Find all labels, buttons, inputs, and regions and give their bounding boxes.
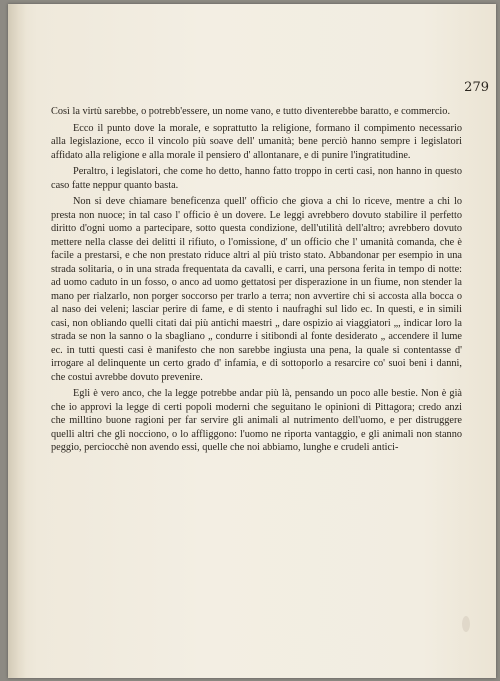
paragraph-3: Peraltro, i legislatori, che come ho detto, hanno fatto troppo in certi casi, non hanno in questo caso fatte neppur quanto basta. — [51, 166, 462, 191]
paper-stain — [462, 616, 470, 632]
book-page — [8, 4, 496, 678]
paragraph-4: Non si deve chiamare beneficenza quell' officio che giova a chi lo riceve, mentre a chi lo presta non nuoce; in tal caso l' officio è un dovere. Le leggi avrebbero dovuto stabilire il perfetto diritto d'ogni uomo a partecipare, sotto questa condizione, dell'utilità dell'altro; avrebbero dovuto mettere nella classe dei delitti il rifiuto, o l'omissione, d' un officio che l' umanità comanda, che è facile a prestarsi, e che non prestato riduce altri al più tristo stato. Abbandonar per esempio in una strada solitaria, o in una strada frequentata da cavalli, e carri, una persona ferita in tempo di notte: ad uomo caduto in un fosso, o anco ad uomo gettatosi per disperazione in un fiume, non stender la mano per rialzarlo, non porger soccorso per trarlo a terra; non avvertire chi si accosta alla bocca o al naso dei veleni; lasciar perire di fame, e di stento i naufraghi sul lido ec. In questi, e in simili casi, non obliando quelli citati dai più antichi maestri „ dare ospizio ai viaggiatori „, indicar loro la strada se non la sanno o la sbagliano „ condurre i sitibondi al fonte desiderato „ accendere il lume ec. in tutti questi casi è manifesto che non sarebbe ingiusta una pena, la quale si contentasse d' irrogare al delinquente un certo grado d' infamia, e di sottoporlo a resarcire co' suoi beni i danni, che costui avrebbe dovuto prevenire. — [51, 196, 462, 383]
paragraph-2: Ecco il punto dove la morale, e soprattutto la religione, formano il compimento necessario alla legislazione, ecco il vincolo più soave dell' umanità; bene perciò hanno sempre i legislatori affidato alla religione e alla morale il pensiero d' allontanare, e di punire l'ingratitudine. — [51, 122, 462, 161]
body-text — [51, 105, 462, 458]
paragraph-5: Egli è vero anco, che la legge potrebbe andar più là, pensando un poco alle bestie. Non è già che io approvi la legge di certi popoli moderni che seguitano le opinioni di Pittagora; credo anzi che milltino buone ragioni per far servire gli animali al nutrimento dell'uomo, e per distruggere quelli altri che gli nocciono, o lo affliggono: l'uomo ne riporta vantaggio, e gli animali non stanno peggio, perciocchè non avendo essi, quelle che noi abbiamo, lunghe e crudeli antici- — [51, 388, 462, 453]
page-number: 279 — [464, 80, 489, 95]
page-gutter-shadow — [8, 4, 26, 678]
paragraph-1: Così la virtù sarebbe, o potrebb'essere, un nome vano, e tutto diventerebbe baratto, e commercio. — [51, 106, 451, 117]
